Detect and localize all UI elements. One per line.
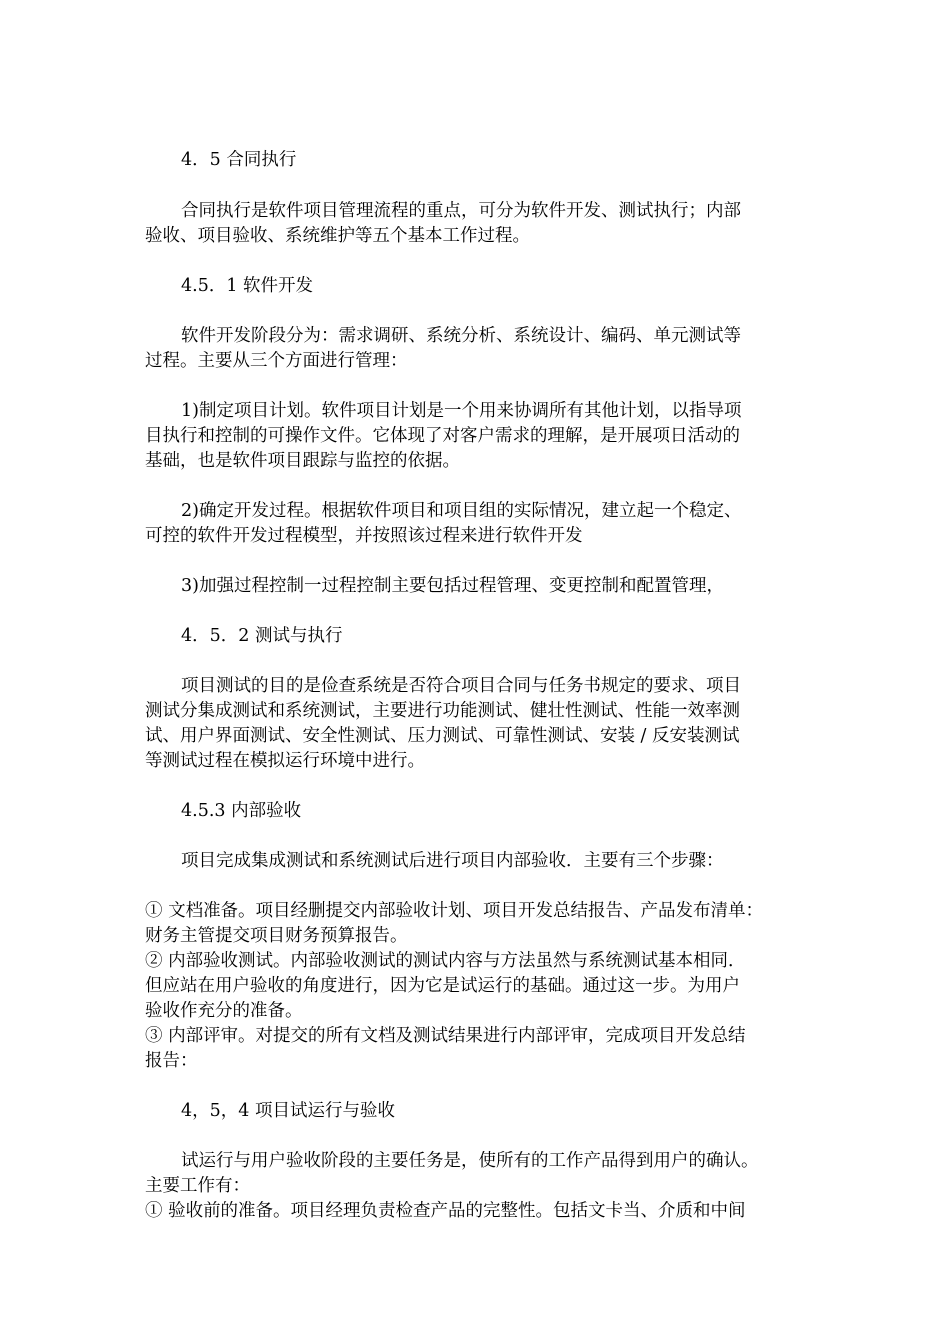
paragraph-line: 试运行与用户验收阶段的主要任务是，使所有的工作产品得到用户的确认。 <box>181 1151 759 1171</box>
paragraph-line: 基础，也是软件项目跟踪与监控的依据。 <box>145 451 460 471</box>
paragraph-line: 项目完成集成测试和系统测试后进行项目内部验收．主要有三个步骤： <box>181 851 724 871</box>
list-item-line: ① 文档准备。项目经删提交内部验收计划、项目开发总结报告、产品发布清单： <box>145 901 764 921</box>
paragraph-line: 试、用户界面测试、安全性测试、压力测试、可靠性测试、安装 / 反安装测试 <box>145 726 740 746</box>
list-item-line: 报告： <box>145 1051 198 1071</box>
paragraph-line: 过程。主要从三个方面进行管理： <box>145 351 408 371</box>
paragraph-line: 主要工作有： <box>145 1176 250 1196</box>
paragraph-line: 合同执行是软件项目管理流程的重点，可分为软件开发、测试执行；内部 <box>181 201 741 221</box>
list-item-line: ② 内部验收测试。内部验收测试的测试内容与方法虽然与系统测试基本相同． <box>145 951 746 971</box>
heading-4-5: 4．5 合同执行 <box>181 150 297 170</box>
heading-4-5-3: 4.5.3 内部验收 <box>181 801 302 821</box>
list-item-line: ① 验收前的准备。项目经理负责检查产品的完整性。包括文卡当、介质和中间 <box>145 1201 746 1221</box>
paragraph-line: 2)确定开发过程。根据软件项目和项目组的实际情况，建立起一个稳定、 <box>181 501 742 521</box>
heading-4-5-4: 4，5，4 项目试运行与验收 <box>181 1101 395 1121</box>
list-item-line: ③ 内部评审。对提交的所有文档及测试结果进行内部评审，完成项目开发总结 <box>145 1026 746 1046</box>
list-item-line: 财务主管提交项目财务预算报告。 <box>145 926 408 946</box>
paragraph-line: 目执行和控制的可操作文件。它体现了对客户需求的理解，是开展项日活动的 <box>145 426 740 446</box>
list-item-line: 但应站在用户验收的角度进行，因为它是试运行的基础。通过这一步。为用户 <box>145 976 740 996</box>
paragraph-line: 项目测试的目的是俭查系统是否符合项目合同与任务书规定的要求、项目 <box>181 676 741 696</box>
paragraph-line: 验收、项目验收、系统维护等五个基本工作过程。 <box>145 226 530 246</box>
paragraph-line: 可控的软件开发过程模型，并按照该过程来进行软件开发 <box>145 526 583 546</box>
paragraph-line: 软件开发阶段分为：需求调研、系统分析、系统设计、编码、单元测试等 <box>181 326 741 346</box>
paragraph-line: 3)加强过程控制一过程控制主要包括过程管理、变更控制和配置管理， <box>181 576 724 596</box>
paragraph-line: 1)制定项目计划。软件项目计划是一个用来协调所有其他计划，以指导项 <box>181 401 742 421</box>
list-item-line: 验收作充分的准备。 <box>145 1001 303 1021</box>
heading-4-5-1: 4.5．1 软件开发 <box>181 276 314 296</box>
heading-4-5-2: 4．5．2 测试与执行 <box>181 626 343 646</box>
paragraph-line: 等测试过程在模拟运行环境中进行。 <box>145 751 425 771</box>
paragraph-line: 测试分集成测试和系统测试，主要进行功能测试、健壮性测试、性能一效率测 <box>145 701 740 721</box>
